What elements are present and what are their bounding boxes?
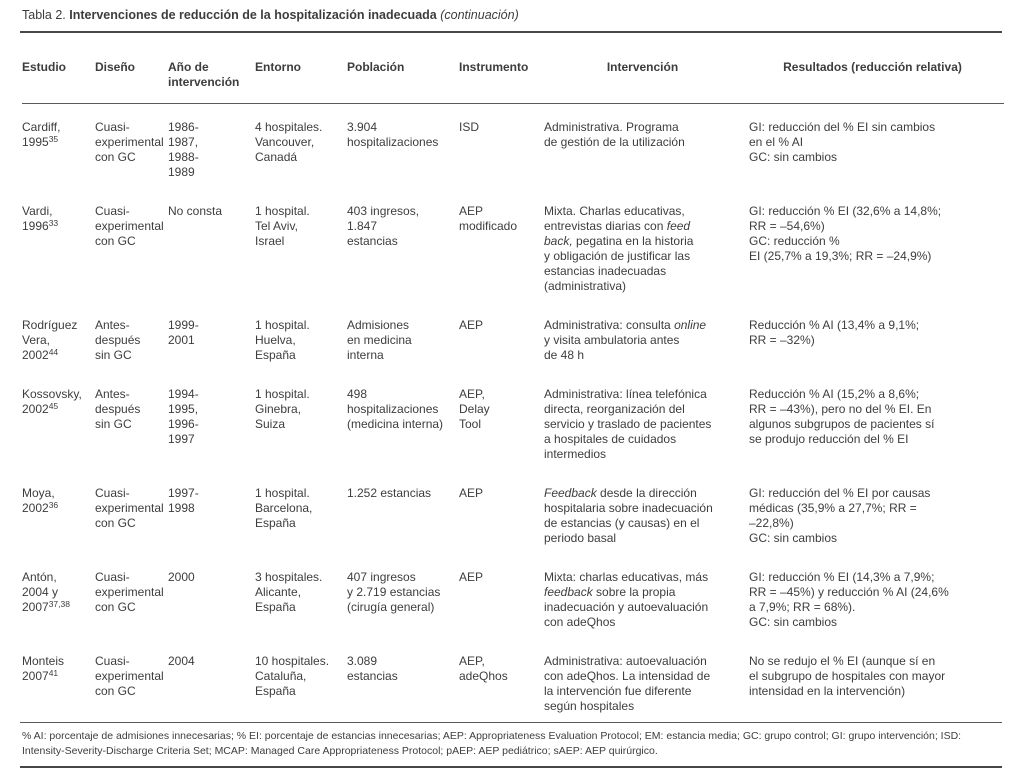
cell-intervencion: Feedback desde la dirección hospitalaria sobre inadecuación de estancias (y causas) en el periodo basal: [544, 486, 713, 545]
cell-poblacion: 3.904 hospitalizaciones: [347, 120, 439, 149]
cell-diseno: Antes- después sin GC: [95, 318, 141, 362]
table-body: [22, 104, 1004, 723]
cell-resultados: No se redujo el % EI (aunque sí en el subgrupo de hospitales con mayor intensidad en la intervención): [749, 654, 946, 698]
cell-entorno: 1 hospital. Tel Aviv, Israel: [255, 204, 310, 248]
cell-poblacion: 3.089 estancias: [347, 654, 398, 683]
cell-estudio: Monteis 2007$^{41}$: [22, 654, 65, 683]
cell-intervencion: Administrativa. Programa de gestión de la utilización: [544, 120, 685, 149]
cell-poblacion: Admisiones en medicina interna: [347, 318, 412, 362]
cell-estudio: Kossovsky, 2002$^{45}$: [22, 387, 82, 416]
cell-resultados: Reducción % AI (15,2% a 8,6%; RR = –43%), pero no del % EI. En algunos subgrupos de pacientes sí se produjo reducción del % EI: [749, 387, 935, 446]
column-header-resultados: Resultados (reducción relativa): [749, 33, 1004, 104]
cell-estudio: Rodríguez Vera, 2002$^{44}$: [22, 318, 78, 362]
table-title-continuation: (continuación): [440, 8, 519, 22]
cell-ano: 1986- 1987, 1988- 1989: [168, 120, 199, 179]
cell-entorno: 1 hospital. Huelva, España: [255, 318, 310, 362]
cell-resultados: Reducción % AI (13,4% a 9,1%; RR = –32%): [749, 318, 920, 347]
cell-poblacion: 1.252 estancias: [347, 486, 432, 500]
table-row: [22, 638, 1004, 722]
column-header-entorno: Entorno: [255, 33, 347, 104]
table-title-prefix: Tabla 2.: [22, 8, 66, 22]
cell-instrumento: AEP modificado: [459, 204, 518, 233]
cell-ano: No consta: [168, 204, 223, 218]
cell-resultados: GI: reducción del % EI por causas médicas (35,9% a 27,7%; RR = –22,8%) GC: sin cambios: [749, 486, 931, 545]
cell-diseno: Cuasi- experimental con GC: [95, 486, 164, 530]
cell-estudio: Cardiff, 1995$^{35}$: [22, 120, 61, 149]
cell-intervencion: Mixta: charlas educativas, más feedback sobre la propia inadecuación y autoevaluación con adeQhos: [544, 570, 709, 629]
cell-poblacion: 498 hospitalizaciones (medicina interna): [347, 387, 444, 431]
cell-estudio: Moya, 2002$^{36}$: [22, 486, 59, 515]
cell-resultados: GI: reducción % EI (32,6% a 14,8%; RR = –54,6%) GC: reducción % EI (25,7% a 19,3%; RR = –24,9%): [749, 204, 942, 263]
cell-entorno: 1 hospital. Barcelona, España: [255, 486, 313, 530]
table-row: [22, 371, 1004, 470]
cell-instrumento: AEP: [459, 486, 484, 500]
table-row: [22, 470, 1004, 554]
table-title-main: Intervenciones de reducción de la hospitalización inadecuada: [69, 8, 437, 22]
cell-entorno: 4 hospitales. Vancouver, Canadá: [255, 120, 323, 164]
header-row: [22, 33, 1004, 104]
cell-ano: 1997- 1998: [168, 486, 199, 515]
cell-poblacion: 407 ingresos y 2.719 estancias (cirugía general): [347, 570, 441, 614]
column-header-instrumento: Instrumento: [459, 33, 544, 104]
cell-instrumento: AEP, adeQhos: [459, 654, 508, 683]
table-row: [22, 302, 1004, 371]
cell-intervencion: Administrativa: consulta online y visita ambulatoria antes de 48 h: [544, 318, 707, 362]
footnote: % AI: porcentaje de admisiones innecesarias; % EI: porcentaje de estancias innecesarias; AEP: Appropriateness Evaluation Protocol; EM: estancia media; GC: grupo control; GI: grupo intervención; ISD: Intensity-Severity-Discharge Criteria Set; MCAP: Managed Care Appropriateness Protocol; pAEP: AEP pediátrico; sAEP: AEP quirúrgico.: [22, 730, 962, 757]
cell-diseno: Cuasi- experimental con GC: [95, 120, 164, 164]
cell-intervencion: Administrativa: autoevaluación con adeQhos. La intensidad de la intervención fue diferente según hospitales: [544, 654, 711, 713]
table-header: [22, 33, 1004, 104]
cell-estudio: Antón, 2004 y 2007$^{37,38}$: [22, 570, 70, 614]
cell-intervencion: Mixta. Charlas educativas, entrevistas diarias con feed back, pegatina en la historia y obligación de justificar las estancias inadecuadas (administrativa): [544, 204, 694, 293]
cell-diseno: Cuasi- experimental con GC: [95, 654, 164, 698]
cell-resultados: GI: reducción % EI (14,3% a 7,9%; RR = –45%) y reducción % AI (24,6% a 7,9%; RR = 68%). GC: sin cambios: [749, 570, 949, 629]
cell-estudio: Vardi, 1996$^{33}$: [22, 204, 59, 233]
column-header-intervencion: Intervención: [544, 33, 749, 104]
cell-entorno: 3 hospitales. Alicante, España: [255, 570, 323, 614]
cell-diseno: Cuasi- experimental con GC: [95, 204, 164, 248]
cell-ano: 2000: [168, 570, 195, 584]
table-row: [22, 188, 1004, 302]
table-title: [20, 8, 1002, 31]
table-row: [22, 104, 1004, 189]
cell-resultados: GI: reducción del % EI sin cambios en el % AI GC: sin cambios: [749, 120, 936, 164]
column-header-ano: Año de intervención: [168, 33, 255, 104]
table-row: [22, 554, 1004, 638]
column-header-estudio: Estudio: [22, 33, 95, 104]
cell-instrumento: AEP: [459, 570, 484, 584]
cell-ano: 1999- 2001: [168, 318, 199, 347]
cell-diseno: Cuasi- experimental con GC: [95, 570, 164, 614]
cell-entorno: 10 hospitales. Cataluña, España: [255, 654, 330, 698]
cell-ano: 2004: [168, 654, 195, 668]
column-header-poblacion: Población: [347, 33, 459, 104]
cell-instrumento: AEP, Delay Tool: [459, 387, 490, 431]
column-header-diseno: Diseño: [95, 33, 168, 104]
cell-entorno: 1 hospital. Ginebra, Suiza: [255, 387, 310, 431]
cell-intervencion: Administrativa: línea telefónica directa, reorganización del servicio y traslado de pacientes a hospitales de cuidados intermedios: [544, 387, 712, 461]
cell-ano: 1994- 1995, 1996- 1997: [168, 387, 199, 446]
interventions-table: [22, 33, 1004, 722]
cell-poblacion: 403 ingresos, 1.847 estancias: [347, 204, 420, 248]
cell-instrumento: AEP: [459, 318, 484, 332]
cell-diseno: Antes- después sin GC: [95, 387, 141, 431]
cell-instrumento: ISD: [459, 120, 480, 134]
